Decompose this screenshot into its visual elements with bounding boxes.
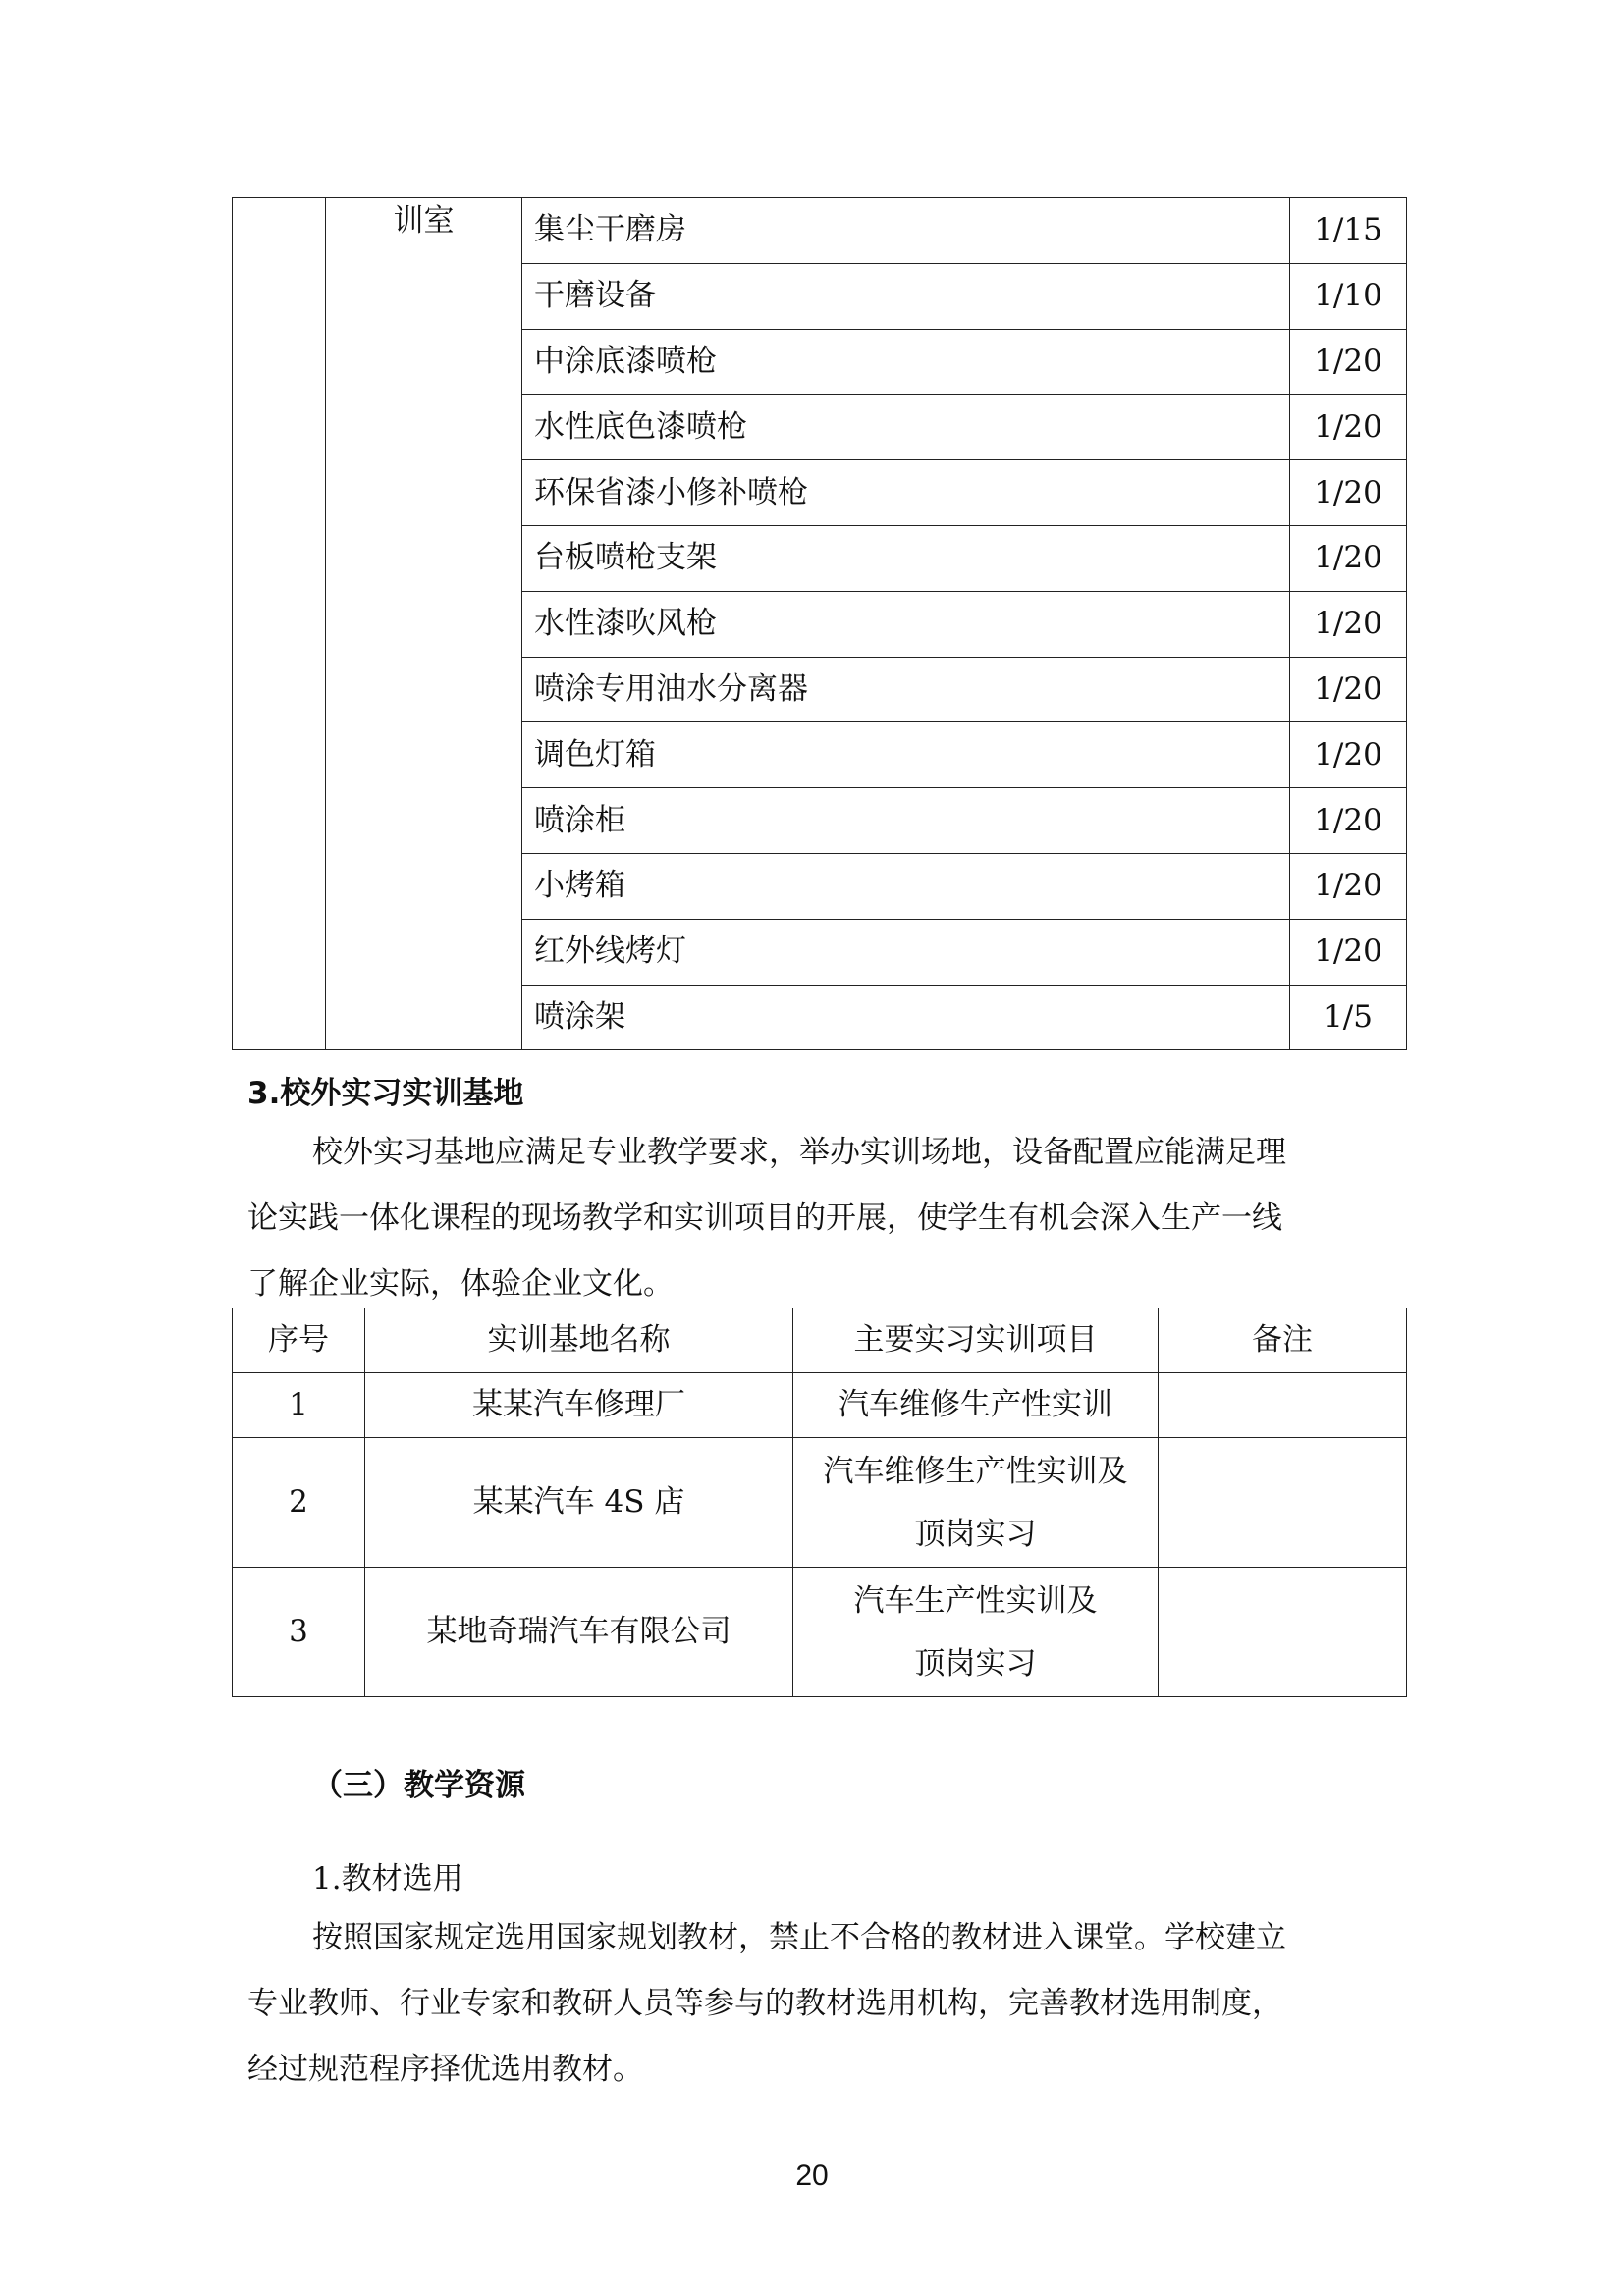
- room-cell: 训室: [326, 198, 522, 1050]
- base-name: 某某汽车 4S 店: [365, 1438, 793, 1568]
- note-cell: [1159, 1568, 1407, 1697]
- note-cell: [1159, 1373, 1407, 1438]
- equipment-ratio: 1/20: [1290, 525, 1407, 591]
- equipment-name: 调色灯箱: [522, 722, 1290, 788]
- project-cell: [793, 1438, 1159, 1568]
- equipment-name: 水性漆吹风枪: [522, 591, 1290, 657]
- paragraph-line: 论实践一体化课程的现场教学和实训项目的开展，使学生有机会深入生产一线: [247, 1201, 1282, 1236]
- sub-heading: 1.教材选用: [312, 1861, 463, 1896]
- paragraph-line: 了解企业实际，体验企业文化。: [247, 1266, 674, 1302]
- equipment-name: 小烤箱: [522, 853, 1290, 919]
- equipment-ratio: 1/20: [1290, 853, 1407, 919]
- note-cell: [1159, 1438, 1407, 1568]
- equipment-name: 喷涂柜: [522, 788, 1290, 854]
- equipment-ratio: 1/20: [1290, 591, 1407, 657]
- project-cell: [793, 1568, 1159, 1697]
- practice-base-table: [232, 1308, 1407, 1697]
- section-heading: 3.校外实习实训基地: [247, 1076, 524, 1111]
- equipment-ratio: 1/20: [1290, 788, 1407, 854]
- row-number: 2: [233, 1438, 365, 1568]
- equipment-ratio: 1/10: [1290, 263, 1407, 329]
- table-header-row: [233, 1308, 1407, 1373]
- header-cell: 序号: [233, 1308, 365, 1373]
- table-row: [233, 198, 1407, 264]
- equipment-ratio: 1/20: [1290, 329, 1407, 395]
- table-row: [233, 1373, 1407, 1438]
- project-line: 顶岗实习: [914, 1645, 1037, 1682]
- category-cell: [233, 198, 326, 1050]
- equipment-name: 红外线烤灯: [522, 919, 1290, 985]
- equipment-ratio: 1/15: [1290, 198, 1407, 264]
- project-line: 顶岗实习: [914, 1516, 1037, 1552]
- paragraph-line: 校外实习基地应满足专业教学要求，举办实训场地，设备配置应能满足理: [312, 1135, 1286, 1170]
- project-cell: [793, 1373, 1159, 1438]
- header-cell: 实训基地名称: [365, 1308, 793, 1373]
- project-line: 汽车生产性实训及: [853, 1582, 1098, 1619]
- row-number: 3: [233, 1568, 365, 1697]
- equipment-ratio: 1/20: [1290, 919, 1407, 985]
- header-cell: 备注: [1159, 1308, 1407, 1373]
- paragraph-line: 专业教师、行业专家和教研人员等参与的教材选用机构，完善教材选用制度，: [247, 1986, 1282, 2021]
- paragraph-line: 按照国家规定选用国家规划教材，禁止不合格的教材进入课堂。学校建立: [312, 1920, 1286, 1955]
- equipment-ratio: 1/20: [1290, 722, 1407, 788]
- header-cell: 主要实习实训项目: [793, 1308, 1159, 1373]
- base-name: 某某汽车修理厂: [365, 1373, 793, 1438]
- table-row: [233, 1438, 1407, 1568]
- base-name: 某地奇瑞汽车有限公司: [365, 1568, 793, 1697]
- equipment-ratio: 1/20: [1290, 657, 1407, 722]
- equipment-name: 喷涂架: [522, 985, 1290, 1050]
- equipment-ratio: 1/20: [1290, 460, 1407, 526]
- table-row: [233, 1568, 1407, 1697]
- equipment-name: 环保省漆小修补喷枪: [522, 460, 1290, 526]
- equipment-name: 中涂底漆喷枪: [522, 329, 1290, 395]
- equipment-name: 喷涂专用油水分离器: [522, 657, 1290, 722]
- equipment-ratio: 1/5: [1290, 985, 1407, 1050]
- equipment-name: 集尘干磨房: [522, 198, 1290, 264]
- page-number: 20: [795, 2160, 829, 2192]
- section-heading: （三）教学资源: [312, 1768, 525, 1803]
- equipment-name: 台板喷枪支架: [522, 525, 1290, 591]
- equipment-name: 水性底色漆喷枪: [522, 395, 1290, 460]
- equipment-name: 干磨设备: [522, 263, 1290, 329]
- row-number: 1: [233, 1373, 365, 1438]
- project-line: 汽车维修生产性实训: [839, 1387, 1112, 1422]
- paragraph-line: 经过规范程序择优选用教材。: [247, 2052, 643, 2087]
- project-line: 汽车维修生产性实训及: [823, 1453, 1128, 1489]
- equipment-ratio: 1/20: [1290, 395, 1407, 460]
- equipment-table: [232, 197, 1407, 1050]
